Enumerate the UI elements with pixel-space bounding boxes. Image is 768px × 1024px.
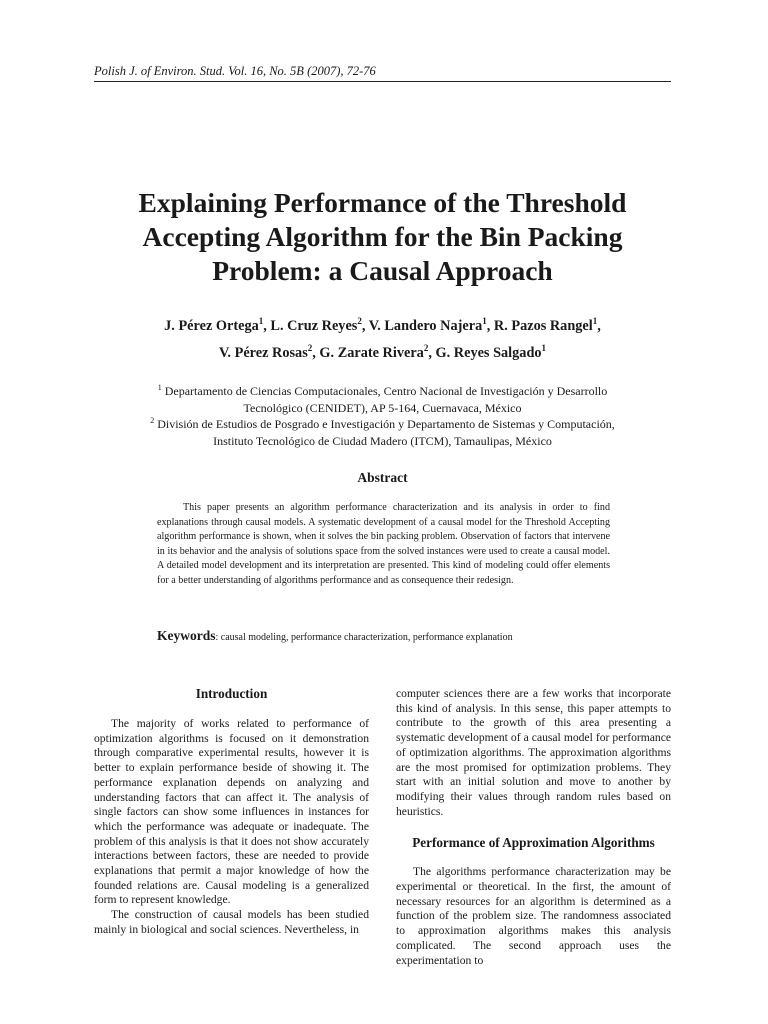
affiliation-marker: 1 (157, 383, 162, 392)
author-name: G. Zarate Rivera (319, 345, 424, 361)
introduction-heading: Introduction (195, 686, 268, 701)
author-affil-marker: 2 (423, 343, 429, 354)
author-affil-marker: 1 (541, 343, 547, 354)
author-line-2: V. Pérez Rosas$^2$, G. Zarate Rivera$^2$, G. Reyes Salgado$^1$ (218, 343, 547, 361)
author-name: J. Pérez Ortega (164, 318, 259, 334)
left-column (94, 686, 369, 938)
author-name: R. Pazos Rangel (493, 318, 593, 334)
author-name: G. Reyes Salgado (435, 345, 542, 361)
affiliation-marker: 2 (150, 416, 155, 425)
section-heading-approximation: Performance of Approximation Algorithms (412, 835, 655, 851)
introduction-paragraph-2: The construction of causal models has been studied mainly in biological and social sciences. Nevertheless, in (94, 908, 369, 936)
author-affil-marker: 1 (258, 316, 264, 327)
author-list (94, 313, 671, 367)
affiliations (94, 383, 671, 449)
author-affil-marker: 2 (307, 343, 313, 354)
right-column (396, 687, 671, 968)
keywords (157, 628, 610, 644)
affiliation-text: División de Estudios de Posgrado e Investigación y Departamento de Sistemas y Computación, (157, 417, 615, 431)
author-line-1: J. Pérez Ortega$^1$, L. Cruz Reyes$^2$, V. Landero Najera$^1$, R. Pazos Rangel$^1$, (164, 316, 601, 334)
paper-title (94, 186, 671, 288)
affiliation-text: Departamento de Ciencias Computacionales, Centro Nacional de Investigación y Desarrollo (164, 384, 608, 398)
introduction-paragraph-1: The majority of works related to performance of optimization algorithms is focused on it demonstration through comparative experimental results, however it is better to explain performance beside of showing it. The performance explanation depends on analyzing and understanding factors that can affect it. The analysis of single factors can show some influences in instances for which the performance was adequate or inadequate. The problem of this analysis is that it does not show accurately interactions between factors, these are needed to provide explanations that permit a major knowledge of how the founded relations are. Causal modeling is a generalized form to represent knowledge. (94, 717, 369, 907)
author-affil-marker: 2 (357, 316, 362, 327)
author-name: V. Pérez Rosas (218, 345, 308, 361)
author-name: L. Cruz Reyes (270, 318, 358, 334)
author-affil-marker: 1 (482, 316, 487, 327)
author-name: V. Landero Najera (368, 318, 483, 334)
introduction-paragraph-2-continued: computer sciences there are a few works that incorporate this kind of analysis. In this sense, this paper attempts to contribute to the growth of this area presenting a systematic development of a causal model for performance of optimization algorithms. The approximation algorithms are the most promised for optimization problems. They start with an initial solution and move to another by modifying their values through random rules based on heuristics. (396, 687, 671, 818)
title-line-2: Accepting Algorithm for the Bin Packing (142, 221, 623, 252)
title-line-3: Problem: a Causal Approach (212, 255, 553, 286)
affiliation-2-line-1 (94, 416, 671, 433)
header-rule (94, 81, 671, 82)
keywords-label: Keywords (157, 628, 216, 643)
title-line-1: Explaining Performance of the Threshold (138, 187, 627, 218)
journal-citation: Polish J. of Environ. Stud. Vol. 16, No. 5B (2007), 72-76 (94, 64, 376, 78)
section-2-paragraph-1: The algorithms performance characterization may be experimental or theoretical. In the first, the amount of necessary resources for an algorithm is determined as a function of the problem size. The randomness associated to approximation algorithms makes this analysis complicated. The second approach uses the experimentation to (396, 865, 671, 967)
affiliation-2-line-2: Instituto Tecnológico de Ciudad Madero (ITCM), Tamaulipas, México (213, 433, 552, 448)
affiliation-1-line-2: Tecnológico (CENIDET), AP 5-164, Cuernavaca, México (243, 400, 522, 415)
affiliation-1-line-1 (94, 383, 671, 400)
keywords-text: : causal modeling, performance characterization, performance explanation (215, 632, 513, 643)
author-affil-marker: 1 (592, 316, 598, 327)
abstract-heading: Abstract (357, 470, 408, 485)
abstract-text: This paper presents an algorithm performance characterization and its analysis in order to find explanations through causal models. A systematic development of a causal model for the Threshold Accepting algorithm performance is shown, when it solves the bin packing problem. Observation of factors that intervene in its behavior and the analysis of solutions space from the solved instances were used to create a causal model. A detailed model development and its interpretation are presented. This kind of modeling could offer elements for a better understanding of algorithms performance and as consequence their redesign. (157, 502, 610, 586)
